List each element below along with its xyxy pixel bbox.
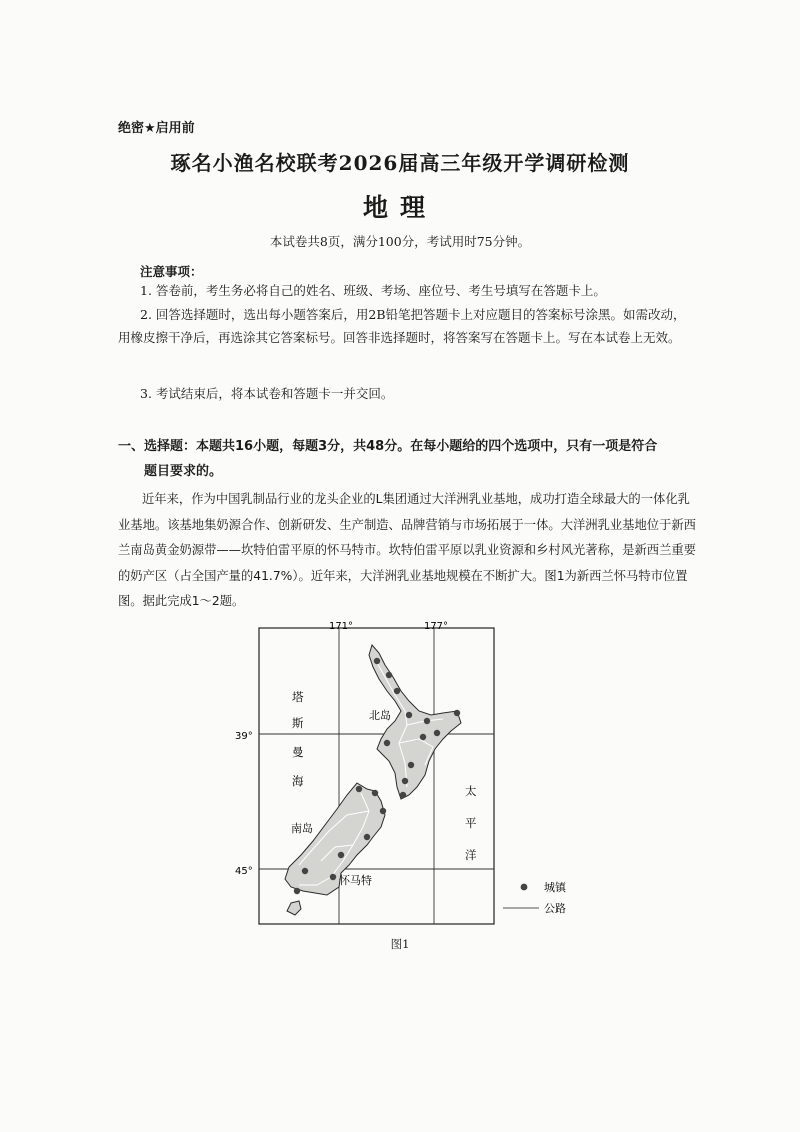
town-dot [408, 762, 414, 768]
section-heading-line1: 一、选择题：本题共16小题，每题3分，共48分。在每小题给的四个选项中，只有一项是符合 [118, 439, 658, 454]
exam-title: 琢名小渔名校联考2026届高三年级开学调研检测 [170, 151, 630, 175]
town-dot [394, 688, 400, 694]
lat-label-39: 39° [235, 731, 253, 742]
town-dot [384, 740, 390, 746]
town-dot [434, 730, 440, 736]
legend-town-label: 城镇 [544, 881, 566, 894]
town-dot [406, 712, 412, 718]
pacific-char: 平 [465, 816, 477, 830]
section-heading-line2: 题目要求的。 [144, 464, 223, 479]
town-dot-waimate [338, 852, 344, 858]
lat-label-45: 45° [235, 866, 253, 877]
lon-label-171: 171° [328, 621, 354, 632]
town-dot [374, 658, 380, 664]
tasman-sea-label [292, 690, 304, 788]
waimate-label: 怀马特 [339, 874, 372, 887]
tasman-char: 斯 [292, 716, 304, 730]
town-dot [364, 834, 370, 840]
stewart-island-shape [287, 901, 301, 915]
notice-item-2: 2. 回答选择题时，选出每小题答案后，用2B铅笔把答题卡上对应题目的答案标号涂黑。如需改动，用橡皮擦干净后，再选涂其它答案标号。回答非选择题时，将答案写在答题卡上。写在本试卷上无效。 [118, 307, 686, 345]
notice-title: 注意事项： [140, 264, 203, 279]
new-zealand-map [229, 615, 589, 935]
town-dot [380, 808, 386, 814]
subject-title: 地理 [362, 193, 437, 222]
town-dot [454, 710, 460, 716]
town-dot [400, 792, 406, 798]
tasman-char: 海 [292, 774, 304, 788]
tasman-char: 塔 [292, 690, 304, 704]
figure-caption: 图1 [390, 937, 410, 951]
town-dot [302, 868, 308, 874]
question-passage: 近年来，作为中国乳制品行业的龙头企业的L集团通过大洋洲乳业基地，成功打造全球最大的一体化乳业基地。该基地集奶源合作、创新研发、生产制造、品牌营销与市场拓展于一体。大洋洲乳业基地位于新西兰南岛黄金奶源带——坎特伯雷平原的怀马特市。坎特伯雷平原以乳业资源和乡村风光著称，是新西兰重要的奶产区（占全国产量的41.7%）。近年来，大洋洲乳业基地规模在不断扩大。图1为新西兰怀马特市位置图。据此完成1～2题。 [118, 492, 696, 608]
legend-road-label: 公路 [544, 902, 566, 915]
exam-info: 本试卷共8页，满分100分，考试用时75分钟。 [269, 234, 531, 249]
town-dot [294, 888, 300, 894]
town-dot [330, 874, 336, 880]
confidential-label: 绝密★启用前 [118, 121, 195, 136]
notice-item-3: 3. 考试结束后，将本试卷和答题卡一并交回。 [140, 386, 394, 401]
section-heading [118, 434, 700, 484]
tasman-char: 曼 [292, 745, 304, 759]
lon-label-177: 177° [423, 621, 449, 632]
pacific-char: 太 [465, 784, 477, 798]
town-dot [356, 786, 362, 792]
south-island-label: 南岛 [291, 822, 313, 835]
town-dot [424, 718, 430, 724]
notice-item-1: 1. 答卷前，考生务必将自己的姓名、班级、考场、座位号、考生号填写在答题卡上。 [140, 283, 606, 298]
pacific-ocean-label [465, 784, 477, 862]
legend-town-symbol [521, 884, 528, 891]
north-island-label: 北岛 [369, 709, 391, 722]
town-dot [386, 672, 392, 678]
town-dot [420, 734, 426, 740]
town-dot [372, 790, 378, 796]
town-dot [402, 778, 408, 784]
pacific-char: 洋 [465, 848, 477, 862]
north-island-shape [369, 645, 461, 799]
